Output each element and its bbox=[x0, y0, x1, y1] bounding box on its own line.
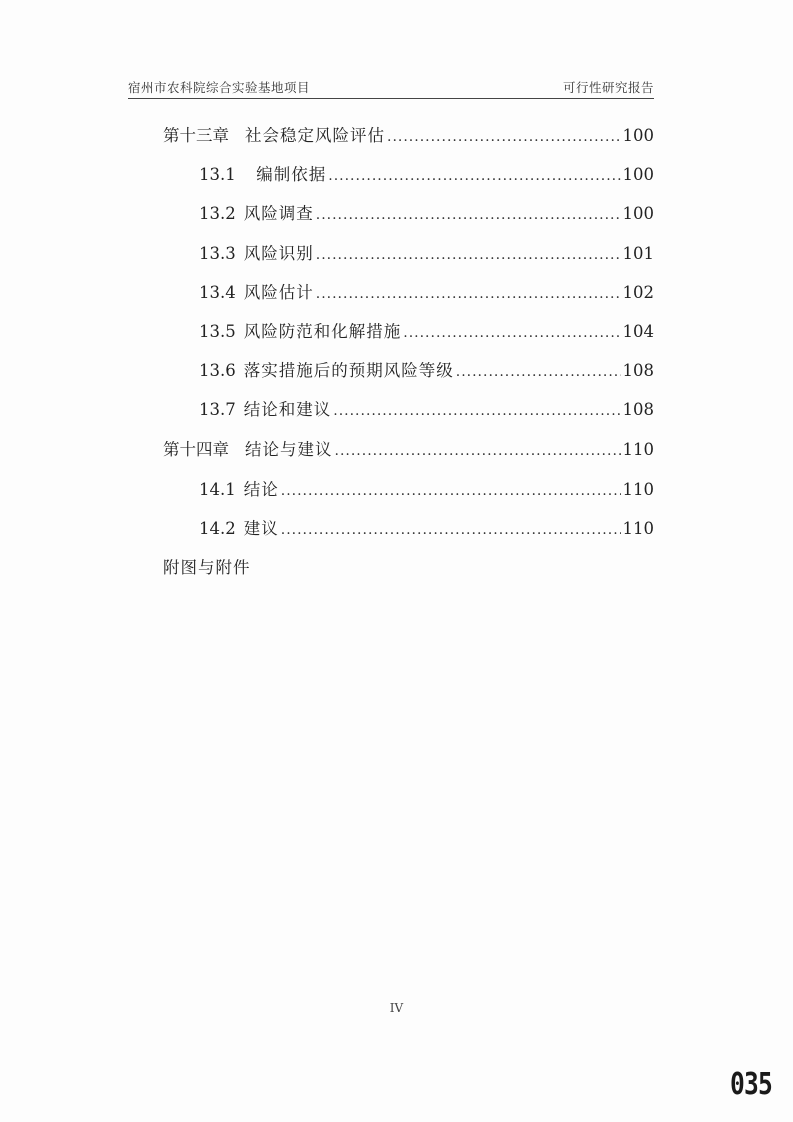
toc-number: 13.6 bbox=[199, 361, 236, 380]
page-number: IV bbox=[389, 1001, 404, 1015]
toc-leader-dots bbox=[316, 203, 621, 227]
toc-number: 13.3 bbox=[199, 244, 236, 263]
toc-title: 编制依据 bbox=[243, 165, 327, 184]
toc-number: 14.1 bbox=[199, 480, 236, 499]
toc-leader-dots bbox=[281, 479, 621, 503]
toc-title: 风险防范和化解措施 bbox=[243, 322, 402, 341]
toc-leader-dots bbox=[456, 360, 621, 384]
toc-title: 风险调查 bbox=[243, 204, 314, 223]
header-report-type: 可行性研究报告 bbox=[562, 80, 654, 95]
header-project-title: 宿州市农科院综合实验基地项目 bbox=[128, 80, 311, 95]
toc-entry-13-5[interactable] bbox=[199, 320, 654, 344]
toc-title: 风险估计 bbox=[243, 283, 314, 302]
sheet-stamp-number: 035 bbox=[730, 1067, 772, 1102]
toc-leader-dots bbox=[335, 439, 621, 463]
toc-title: 结论 bbox=[243, 480, 279, 499]
toc-title: 风险识别 bbox=[243, 244, 314, 263]
toc-number: 13.5 bbox=[199, 322, 236, 341]
toc-entry-14-2[interactable] bbox=[199, 517, 654, 541]
toc-title: 建议 bbox=[243, 519, 279, 538]
toc-page-number: 110 bbox=[622, 480, 654, 499]
toc-page-number: 101 bbox=[622, 244, 654, 263]
toc-title: 社会稳定风险评估 bbox=[245, 126, 385, 145]
toc-number: 第十四章 bbox=[163, 440, 229, 459]
toc-number: 13.4 bbox=[199, 283, 236, 302]
toc-page-number: 104 bbox=[622, 322, 654, 341]
toc-number: 14.2 bbox=[199, 519, 236, 538]
toc-page-number: 100 bbox=[622, 204, 654, 223]
toc-page-number: 108 bbox=[622, 400, 654, 419]
toc-leader-dots bbox=[316, 243, 621, 267]
toc-leader-dots bbox=[387, 125, 621, 149]
toc-title: 结论与建议 bbox=[245, 440, 333, 459]
toc-number: 第十三章 bbox=[163, 126, 229, 145]
toc-entry-13-3[interactable] bbox=[199, 242, 654, 266]
toc-page-number: 100 bbox=[622, 126, 654, 145]
toc-leader-dots bbox=[328, 164, 620, 188]
toc-number: 13.2 bbox=[199, 204, 236, 223]
toc-entry-13-6[interactable] bbox=[199, 359, 654, 383]
toc-page-number: 102 bbox=[622, 283, 654, 302]
toc-entry-14-1[interactable] bbox=[199, 478, 654, 502]
toc-appendix-entry[interactable]: 附图与附件 bbox=[163, 558, 251, 577]
toc-leader-dots bbox=[281, 518, 621, 542]
toc-entry-13-1[interactable] bbox=[199, 163, 654, 187]
toc-leader-dots bbox=[333, 399, 620, 423]
toc-page-number: 108 bbox=[622, 361, 654, 380]
toc-number: 13.7 bbox=[199, 400, 236, 419]
toc-page-number: 110 bbox=[622, 440, 654, 459]
toc-number: 13.1 bbox=[199, 165, 236, 184]
toc-entry-chapter-13[interactable] bbox=[163, 124, 654, 148]
toc-entry-13-4[interactable] bbox=[199, 281, 654, 305]
toc-entry-13-7[interactable] bbox=[199, 398, 654, 422]
toc-title: 落实措施后的预期风险等级 bbox=[243, 361, 454, 380]
toc-page-number: 110 bbox=[622, 519, 654, 538]
toc-page-number: 100 bbox=[622, 165, 654, 184]
toc-entry-13-2[interactable] bbox=[199, 202, 654, 226]
toc-title: 结论和建议 bbox=[243, 400, 332, 419]
toc-entry-chapter-14[interactable] bbox=[163, 438, 654, 462]
toc-leader-dots bbox=[316, 282, 621, 306]
toc-leader-dots bbox=[403, 321, 620, 345]
